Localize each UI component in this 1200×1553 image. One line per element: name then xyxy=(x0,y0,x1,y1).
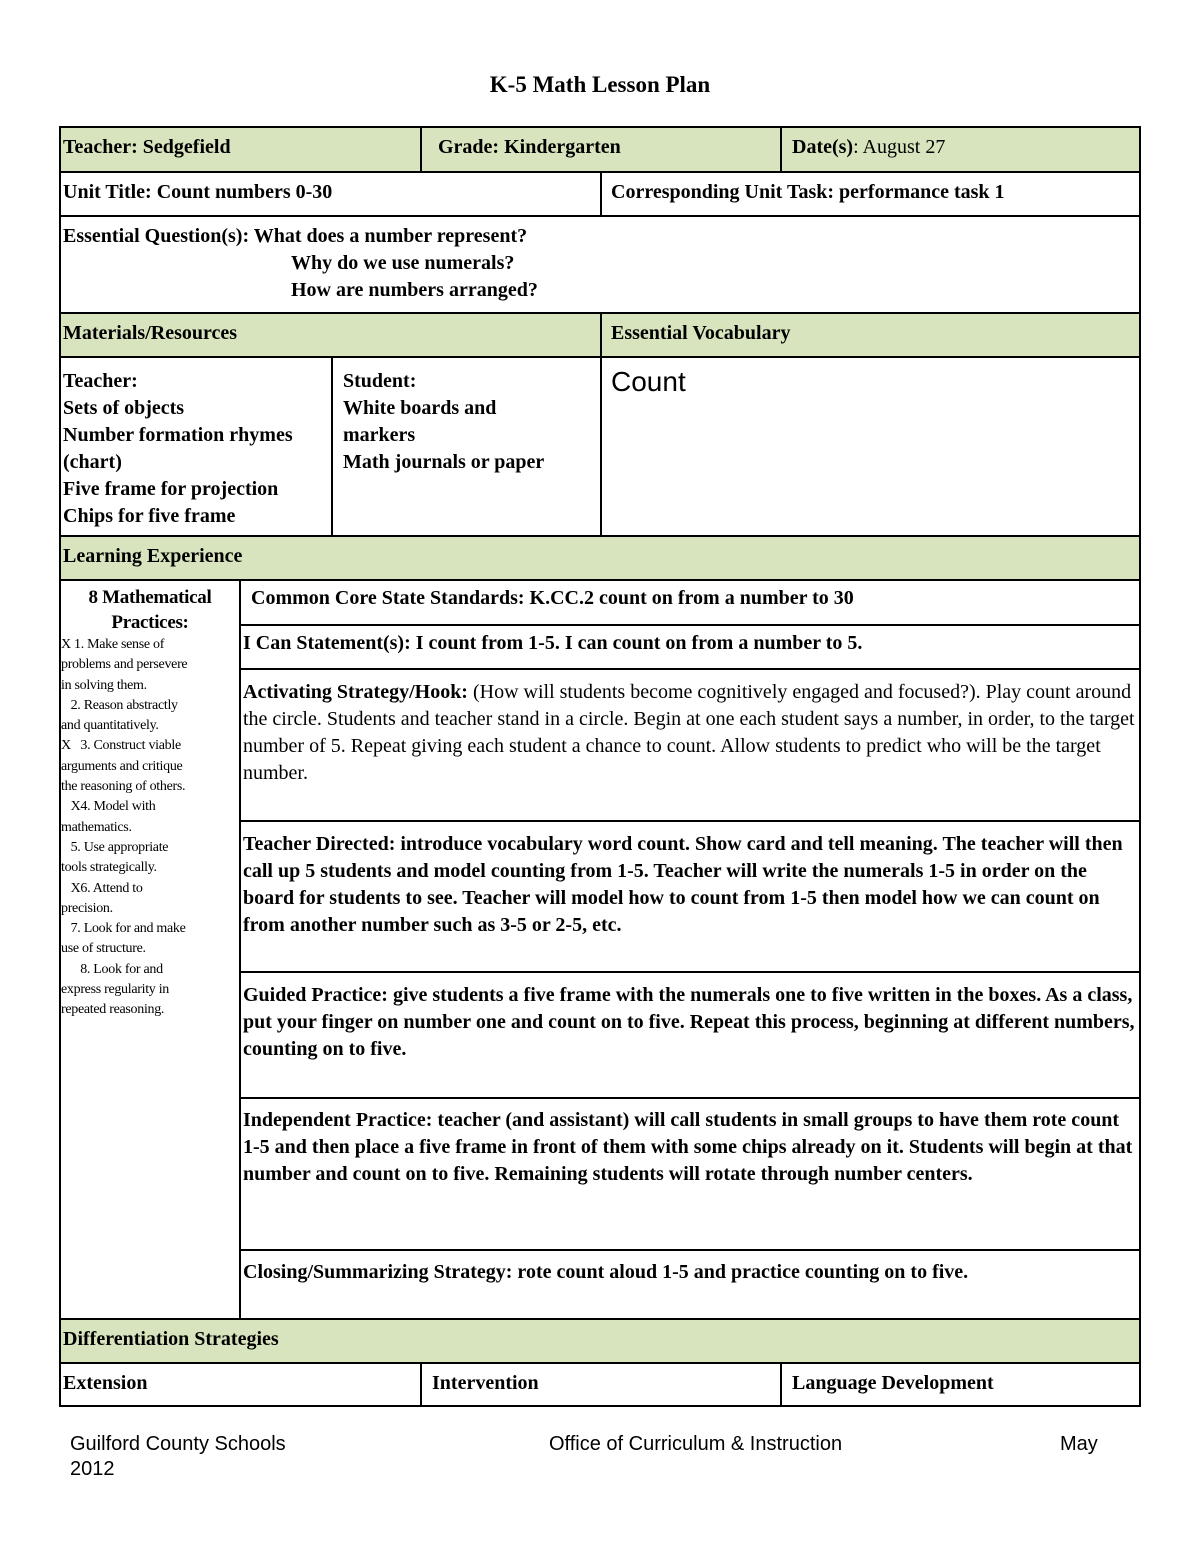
practice-line: precision. xyxy=(61,900,113,916)
essential-question-2: Why do we use numerals? xyxy=(291,252,515,274)
standards-cell: Common Core State Standards: K.CC.2 count on from a number to 30 xyxy=(251,587,854,609)
practice-line: problems and persevere xyxy=(61,657,188,673)
closing-strategy-cell: Closing/Summarizing Strategy: rote count aloud 1-5 and practice counting on to five. xyxy=(241,1249,1139,1320)
practice-line: 2. Reason abstractly xyxy=(61,697,178,713)
footer-year: 2012 xyxy=(70,1458,115,1480)
practice-line: tools strategically. xyxy=(61,860,157,876)
teacher-cell: Teacher: Sedgefield xyxy=(63,136,231,158)
differentiation-row xyxy=(59,1362,1141,1407)
footer-month: May xyxy=(1060,1433,1098,1455)
teacher-material-item: Sets of objects xyxy=(63,397,185,419)
practice-line: express regularity in xyxy=(61,982,169,998)
dates-cell xyxy=(780,128,1139,171)
unit-title-cell: Unit Title: Count numbers 0-30 xyxy=(63,181,333,203)
differentiation-heading: Differentiation Strategies xyxy=(63,1328,279,1350)
learning-heading-row xyxy=(59,535,1141,579)
practices-heading: 8 Mathematical Practices: xyxy=(88,587,212,633)
materials-row xyxy=(59,356,1141,535)
essential-questions-label: Essential Question(s): xyxy=(63,225,254,247)
practice-line: mathematics. xyxy=(61,819,132,835)
extension-cell: Extension xyxy=(63,1372,148,1394)
practice-line: X 3. Construct viable xyxy=(61,738,181,754)
teacher-materials xyxy=(61,358,331,535)
teacher-material-item: Number formation rhymes xyxy=(63,424,293,446)
practice-line: arguments and critique xyxy=(61,758,183,774)
teacher-material-item: (chart) xyxy=(63,451,122,473)
practice-line: the reasoning of others. xyxy=(61,779,186,795)
materials-heading-row xyxy=(59,312,1141,356)
unit-task-cell: Corresponding Unit Task: performance task 1 xyxy=(600,173,1139,215)
essential-question-3: How are numbers arranged? xyxy=(291,279,538,301)
student-material-item: Student: xyxy=(343,370,417,392)
essential-questions-row xyxy=(59,215,1141,312)
independent-practice-cell: Independent Practice: teacher (and assistant) will call students in small groups to have them rote count 1-5 and then place a five frame in front of them with some chips already on it. Students will begin at that number and count on to five. Remaining students will rotate through number centers. xyxy=(241,1097,1139,1249)
footer-org: Guilford County Schools xyxy=(70,1433,286,1455)
materials-heading: Materials/Resources xyxy=(63,322,238,344)
vocabulary-cell xyxy=(600,358,1139,535)
practice-line: X4. Model with xyxy=(61,799,156,815)
language-development-cell: Language Development xyxy=(780,1364,1139,1405)
guided-practice-cell: Guided Practice: give students a five frame with the numerals one to five written in the boxes. As a class, put your finger on number one and count on to five. Repeat this process, beginning at different numbers, counting on to five. xyxy=(241,971,1139,1097)
practice-line: 5. Use appropriate xyxy=(61,839,169,855)
practice-line: 8. Look for and xyxy=(61,961,163,977)
teacher-directed-cell: Teacher Directed: introduce vocabulary word count. Show card and tell meaning. The teacher will then call up 5 students and model counting from 1-5. Teacher will write the numerals 1-5 in order on the board for students to see. Teacher will model how to count from 1-5 then model how we can count on from another number such as 3-5 or 2-5, etc. xyxy=(241,820,1139,971)
grade-cell: Grade: Kindergarten xyxy=(420,128,780,171)
learning-body-row xyxy=(59,579,1141,1318)
teacher-material-item: Five frame for projection xyxy=(63,478,279,500)
learning-heading: Learning Experience xyxy=(63,545,243,567)
can-statement-cell: I Can Statement(s): I count from 1-5. I can count on from a number to 5. xyxy=(241,624,1139,668)
student-materials xyxy=(331,358,600,535)
essential-question-1: What does a number represent? xyxy=(253,225,528,247)
essential-questions-cell xyxy=(61,217,1139,312)
practice-line: X 1. Make sense of xyxy=(61,637,165,652)
vocabulary-word: Count xyxy=(611,366,686,397)
differentiation-heading-row xyxy=(59,1318,1141,1362)
dates-value: : August 27 xyxy=(853,136,946,158)
mathematical-practices xyxy=(61,581,239,1318)
practice-line: 7. Look for and make xyxy=(61,921,186,937)
practice-line: X6. Attend to xyxy=(61,880,143,896)
practice-line: use of structure. xyxy=(61,941,146,957)
learning-divider xyxy=(239,581,1139,1318)
intervention-cell: Intervention xyxy=(420,1364,780,1405)
footer-office: Office of Curriculum & Instruction xyxy=(549,1433,843,1455)
student-material-item: Math journals or paper xyxy=(343,451,545,473)
activating-strategy-cell xyxy=(241,668,1139,820)
activating-text: (How will students become cognitively engaged and focused?). Play count around the circle. Students and teacher stand in a circle. Begin at one each student says a number, in order, to the target number of 5. Repeat giving each student a chance to count. Allow students to predict who will be the target number. xyxy=(243,681,1135,784)
activating-label: Activating Strategy/Hook: xyxy=(243,681,468,703)
student-material-item: White boards and xyxy=(343,397,497,419)
header-row xyxy=(59,126,1141,171)
vocabulary-heading: Essential Vocabulary xyxy=(600,314,1139,356)
student-material-item: markers xyxy=(343,424,416,446)
practice-line: in solving them. xyxy=(61,677,147,693)
practice-line: and quantitatively. xyxy=(61,718,159,734)
teacher-material-item: Teacher: xyxy=(63,370,138,392)
dates-label: Date(s) xyxy=(792,136,854,158)
unit-row xyxy=(59,171,1141,215)
teacher-material-item: Chips for five frame xyxy=(63,505,236,527)
practice-line: repeated reasoning. xyxy=(61,1002,165,1018)
page-title: K-5 Math Lesson Plan xyxy=(489,72,711,97)
